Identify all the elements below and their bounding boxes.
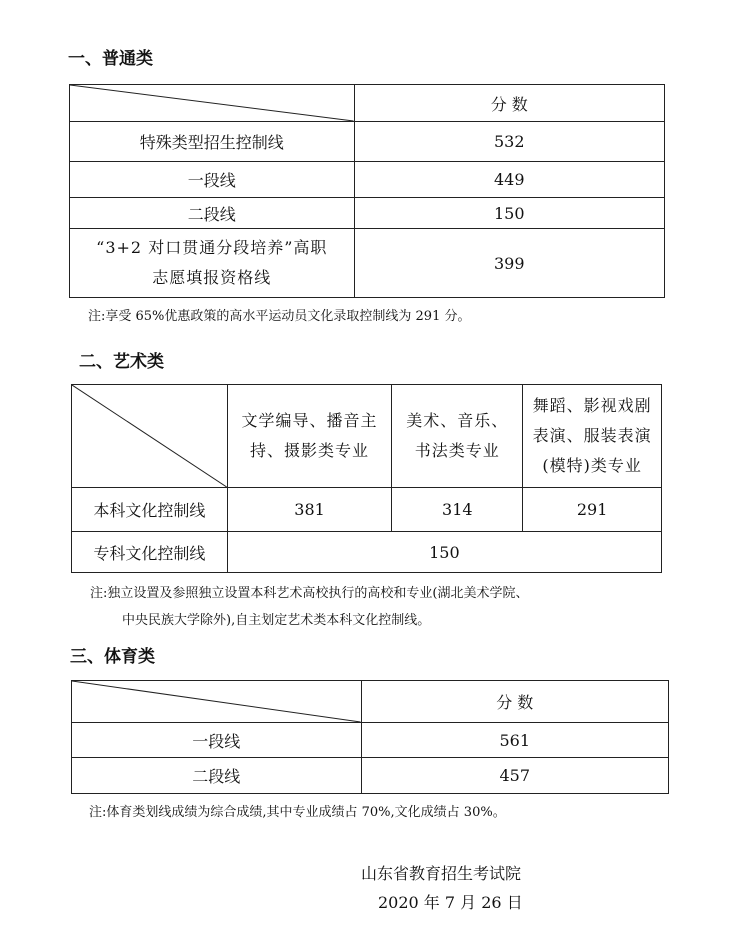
sports-score-table: [71, 680, 669, 794]
row-label-line2: 志愿填报资格线: [152, 268, 272, 287]
column-header-line: 表演、服装表演: [532, 426, 652, 445]
column-header-line: (模特)类专业: [542, 456, 642, 475]
column-header-line: 舞蹈、影视戏剧: [532, 396, 652, 415]
issue-date: 2020 年 7 月 26 日: [378, 893, 523, 912]
row-value: 314: [392, 488, 523, 532]
row-label: 二段线: [70, 198, 355, 229]
column-header-fine-arts: [392, 385, 523, 488]
row-label-line1: “3+2 对口贯通分段培养”高职: [96, 238, 328, 257]
row-value: 399: [354, 229, 664, 298]
row-label: 本科文化控制线: [72, 488, 228, 532]
diagonal-header-cell: [70, 85, 355, 122]
column-header-line: 文学编导、播音主: [241, 411, 378, 430]
row-value: 150: [227, 532, 661, 573]
section-3-heading: 三、体育类: [70, 647, 155, 667]
column-header-dance: [523, 385, 662, 488]
row-value: 457: [361, 758, 669, 794]
row-label: [70, 229, 355, 298]
column-header-line: 持、摄影类专业: [250, 441, 370, 460]
row-label: 特殊类型招生控制线: [70, 122, 355, 162]
column-header-line: 书法类专业: [414, 441, 500, 460]
section-2-note-line2: 中央民族大学除外),自主划定艺术类本科文化控制线。: [122, 613, 431, 628]
section-1-note: 注:享受 65%优惠政策的高水平运动员文化录取控制线为 291 分。: [88, 309, 471, 324]
row-value: 449: [354, 162, 664, 198]
section-2-note-line1: 注:独立设置及参照独立设置本科艺术高校执行的高校和专业(湖北美术学院、: [90, 586, 529, 601]
row-label: 专科文化控制线: [72, 532, 228, 573]
row-value: 150: [354, 198, 664, 229]
row-value: 532: [354, 122, 664, 162]
row-label: 二段线: [72, 758, 362, 794]
diagonal-header-cell: [72, 681, 362, 723]
column-header-line: 美术、音乐、: [406, 411, 509, 430]
score-column-header: 分 数: [354, 85, 664, 122]
score-column-header: 分 数: [361, 681, 669, 723]
section-1-heading: 一、普通类: [68, 49, 153, 69]
art-score-table: [71, 384, 662, 573]
column-header-literature: [227, 385, 392, 488]
general-score-table: [69, 84, 665, 298]
diagonal-header-cell: [72, 385, 228, 488]
row-label: 一段线: [72, 723, 362, 758]
row-value: 291: [523, 488, 662, 532]
row-value: 381: [227, 488, 392, 532]
section-3-note: 注:体育类划线成绩为综合成绩,其中专业成绩占 70%,文化成绩占 30%。: [89, 805, 506, 820]
row-label: 一段线: [70, 162, 355, 198]
row-value: 561: [361, 723, 669, 758]
section-2-heading: 二、艺术类: [79, 352, 164, 372]
issuer-name: 山东省教育招生考试院: [361, 864, 522, 883]
